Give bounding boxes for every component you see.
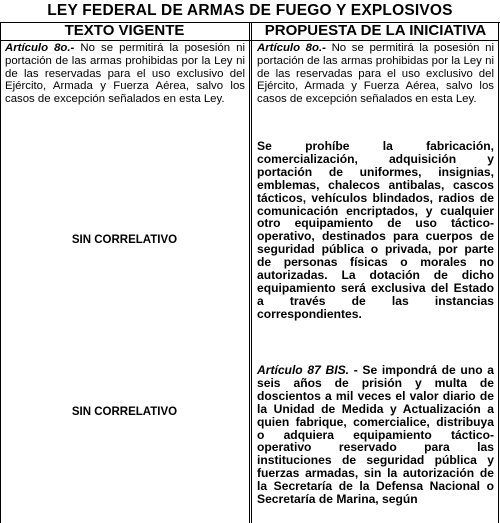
column-divider-inner [251,22,252,523]
left-article-lead: Artículo 8o.- [5,42,75,54]
column-header-current-text: TEXTO VIGENTE [64,22,185,39]
column-header-proposal: PROPUESTA DE LA INICIATIVA [264,22,487,39]
article-87-lead: Artículo 87 BIS. [257,363,350,377]
header-rule [0,40,499,41]
right-article-8 [257,42,494,106]
right-new-paragraph: Se prohíbe la fabricación, comercialización, adquisición y portación de uniformes, insignias, emblemas, chalecos antibalas, cascos tácticos, vehículos blindados, radios de comunicación encriptados, y cualquier otro equipamiento de uso táctico-operativo, destinados para cuerpos de seguridad pública o privada, por parte de personas físicas o morales no autorizadas. La dotación de dicho equipamiento será exclusiva del Estado a través de las instancias correspondientes. [257,139,494,321]
document-title: LEY FEDERAL DE ARMAS DE FUEGO Y EXPLOSIVOS [0,0,500,23]
left-article-text: No se permitirá la posesión ni portación de las armas prohibidas por la Ley ni de las reservadas para el uso exclusivo del Ejército, Armada y Fuerza Aérea, salvo los casos de excepción señalados en esta Ley. [5,42,245,106]
article-87-text: - Se impondrá de uno a seis años de prisión y multa de doscientos a mil veces el valor diario de la Unidad de Medida y Actualización a quien fabrique, comercialice, distribuya o adquiera equipamiento táctico-operativo reservado para las instituciones de seguridad pública y fuerzas armadas, sin la autorización de la Secretaría de la Defensa Nacional o Secretaría de Marina, según [257,363,494,507]
column-divider [249,22,250,523]
sin-correlativo-1: SIN CORRELATIVO [71,234,178,246]
left-article-8 [5,42,245,106]
right-article-text: No se permitirá la posesión ni portación de las armas prohibidas por la Ley ni de las reservadas para el uso exclusivo del Ejército, Armada y Fuerza Aérea, salvo los casos de excepción señalados en esta Ley. [257,42,495,106]
right-article-87-bis [257,364,494,506]
right-article-lead: Artículo 8o.- [257,42,326,54]
sin-correlativo-2: SIN CORRELATIVO [71,406,178,418]
